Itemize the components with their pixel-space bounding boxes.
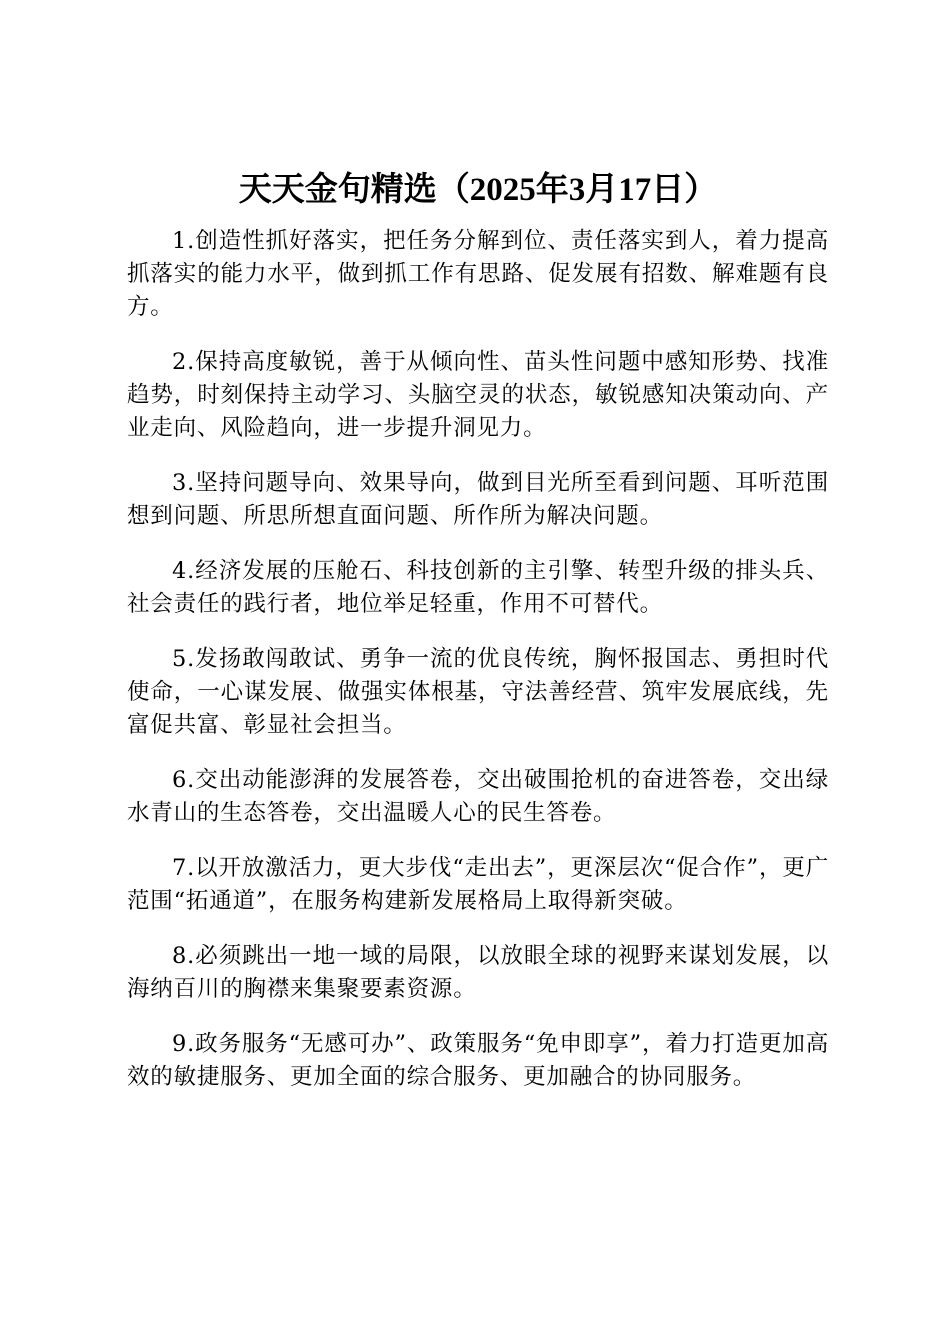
quote-paragraph-9: 9.政务服务“无感可办”、政策服务“免申即享”，着力打造更加高效的敏捷服务、更加全面的综合服务、更加融合的协同服务。 bbox=[127, 1031, 829, 1090]
quote-paragraph-6: 6.交出动能澎湃的发展答卷，交出破围抢机的奋进答卷，交出绿水青山的生态答卷，交出温暖人心的民生答卷。 bbox=[127, 767, 829, 826]
title-month-unit: 月 bbox=[585, 172, 619, 208]
quote-paragraph-2: 2.保持高度敏锐，善于从倾向性、苗头性问题中感知形势、找准趋势，时刻保持主动学习、头脑空灵的状态，敏锐感知决策动向、产业走向、风险趋向，进一步提升洞见力。 bbox=[127, 349, 829, 441]
title-prefix: 天天金句精选（ bbox=[238, 172, 470, 208]
title-year-unit: 年 bbox=[535, 172, 569, 208]
quote-paragraph-4: 4.经济发展的压舱石、科技创新的主引擎、转型升级的排头兵、社会责任的践行者，地位举足轻重，作用不可替代。 bbox=[127, 558, 829, 617]
quote-paragraph-3: 3.坚持问题导向、效果导向，做到目光所至看到问题、耳听范围想到问题、所思所想直面问题、所作所为解决问题。 bbox=[127, 470, 829, 529]
title-day: 17 bbox=[618, 172, 652, 208]
document-title bbox=[127, 168, 829, 212]
quote-paragraph-7: 7.以开放激活力，更大步伐“走出去”，更深层次“促合作”，更广范围“拓通道”，在服务构建新发展格局上取得新突破。 bbox=[127, 855, 829, 914]
title-suffix: ） bbox=[684, 172, 718, 208]
document-page bbox=[127, 168, 829, 1116]
quote-paragraph-8: 8.必须跳出一地一域的局限，以放眼全球的视野来谋划发展，以海纳百川的胸襟来集聚要素资源。 bbox=[127, 943, 829, 1002]
title-month: 3 bbox=[568, 172, 586, 208]
quote-paragraph-1: 1.创造性抓好落实，把任务分解到位、责任落实到人，着力提高抓落实的能力水平，做到抓工作有思路、促发展有招数、解难题有良方。 bbox=[127, 228, 829, 320]
quote-paragraph-5: 5.发扬敢闯敢试、勇争一流的优良传统，胸怀报国志、勇担时代使命，一心谋发展、做强实体根基，守法善经营、筑牢发展底线，先富促共富、彰显社会担当。 bbox=[127, 646, 829, 738]
title-year: 2025 bbox=[469, 172, 536, 208]
title-day-unit: 日 bbox=[651, 172, 685, 208]
